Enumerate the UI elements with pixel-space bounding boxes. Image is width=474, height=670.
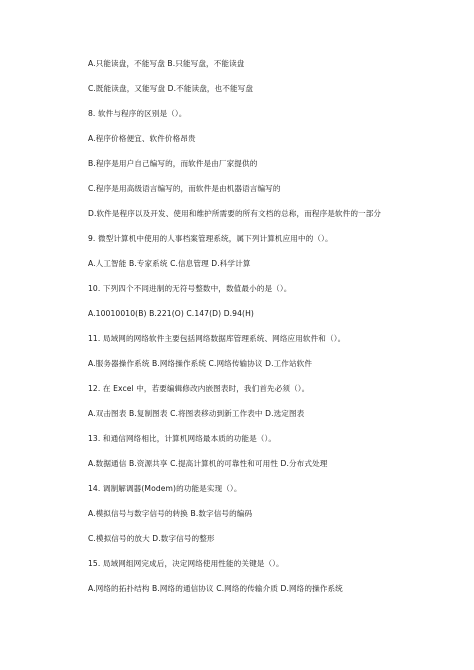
question-14: 14. 调制解调器(Modem)的功能是实现（）。 bbox=[88, 484, 242, 493]
line-2-option-cd: C.既能读盘，又能写盘 D.不能读盘，也不能写盘 bbox=[88, 84, 254, 93]
question-12-options: A.双击图表 B.复制图表 C.将图表移动到新工作表中 D.选定图表 bbox=[88, 409, 305, 418]
question-14-options-cd: C.模拟信号的放大 D.数字信号的整形 bbox=[88, 534, 215, 543]
question-8-option-a: A.程序价格便宜、软件价格昂贵 bbox=[88, 134, 196, 143]
question-13-options: A.数据通信 B.资源共享 C.提高计算机的可靠性和可用性 D.分布式处理 bbox=[88, 459, 328, 468]
question-15-options: A.网络的拓扑结构 B.网络的通信协议 C.网络的传输介质 D.网络的操作系统 bbox=[88, 584, 343, 593]
question-9: 9. 微型计算机中使用的人事档案管理系统，属下列计算机应用中的（）。 bbox=[88, 234, 333, 243]
question-11-options: A.服务器操作系统 B.网络操作系统 C.网络传输协议 D.工作站软件 bbox=[88, 359, 313, 368]
line-1-option-ab: A.只能读盘，不能写盘 B.只能写盘，不能读盘 bbox=[88, 59, 245, 68]
question-10-options: A.10010010(B) B.221(O) C.147(D) D.94(H) bbox=[88, 309, 254, 318]
question-8-option-c: C.程序是用高级语言编写的，而软件是由机器语言编写的 bbox=[88, 184, 281, 193]
question-12: 12. 在 Excel 中，若要编辑修改内嵌图表时，我们首先必须（）。 bbox=[88, 384, 310, 393]
question-11: 11. 局域网的网络软件主要包括网络数据库管理系统、网络应用软件和（）。 bbox=[88, 334, 346, 343]
question-9-options: A.人工智能 B.专家系统 C.信息管理 D.科学计算 bbox=[88, 259, 251, 268]
question-10: 10. 下列四个不同进制的无符号整数中，数值最小的是（）。 bbox=[88, 284, 292, 293]
question-8-option-b: B.程序是用户自己编写的，而软件是由厂家提供的 bbox=[88, 159, 258, 168]
question-8-option-d: D.软件是程序以及开发、使用和维护所需要的所有文档的总称，而程序是软件的一部分 bbox=[88, 209, 382, 218]
question-8: 8. 软件与程序的区别是（）。 bbox=[88, 109, 187, 118]
question-13: 13. 和通信网络相比，计算机网络最本质的功能是（）。 bbox=[88, 434, 277, 443]
question-15: 15. 局域网组网完成后，决定网络使用性能的关键是（）。 bbox=[88, 559, 284, 568]
question-14-options-ab: A.模拟信号与数字信号的转换 B.数字信号的编码 bbox=[88, 509, 253, 518]
